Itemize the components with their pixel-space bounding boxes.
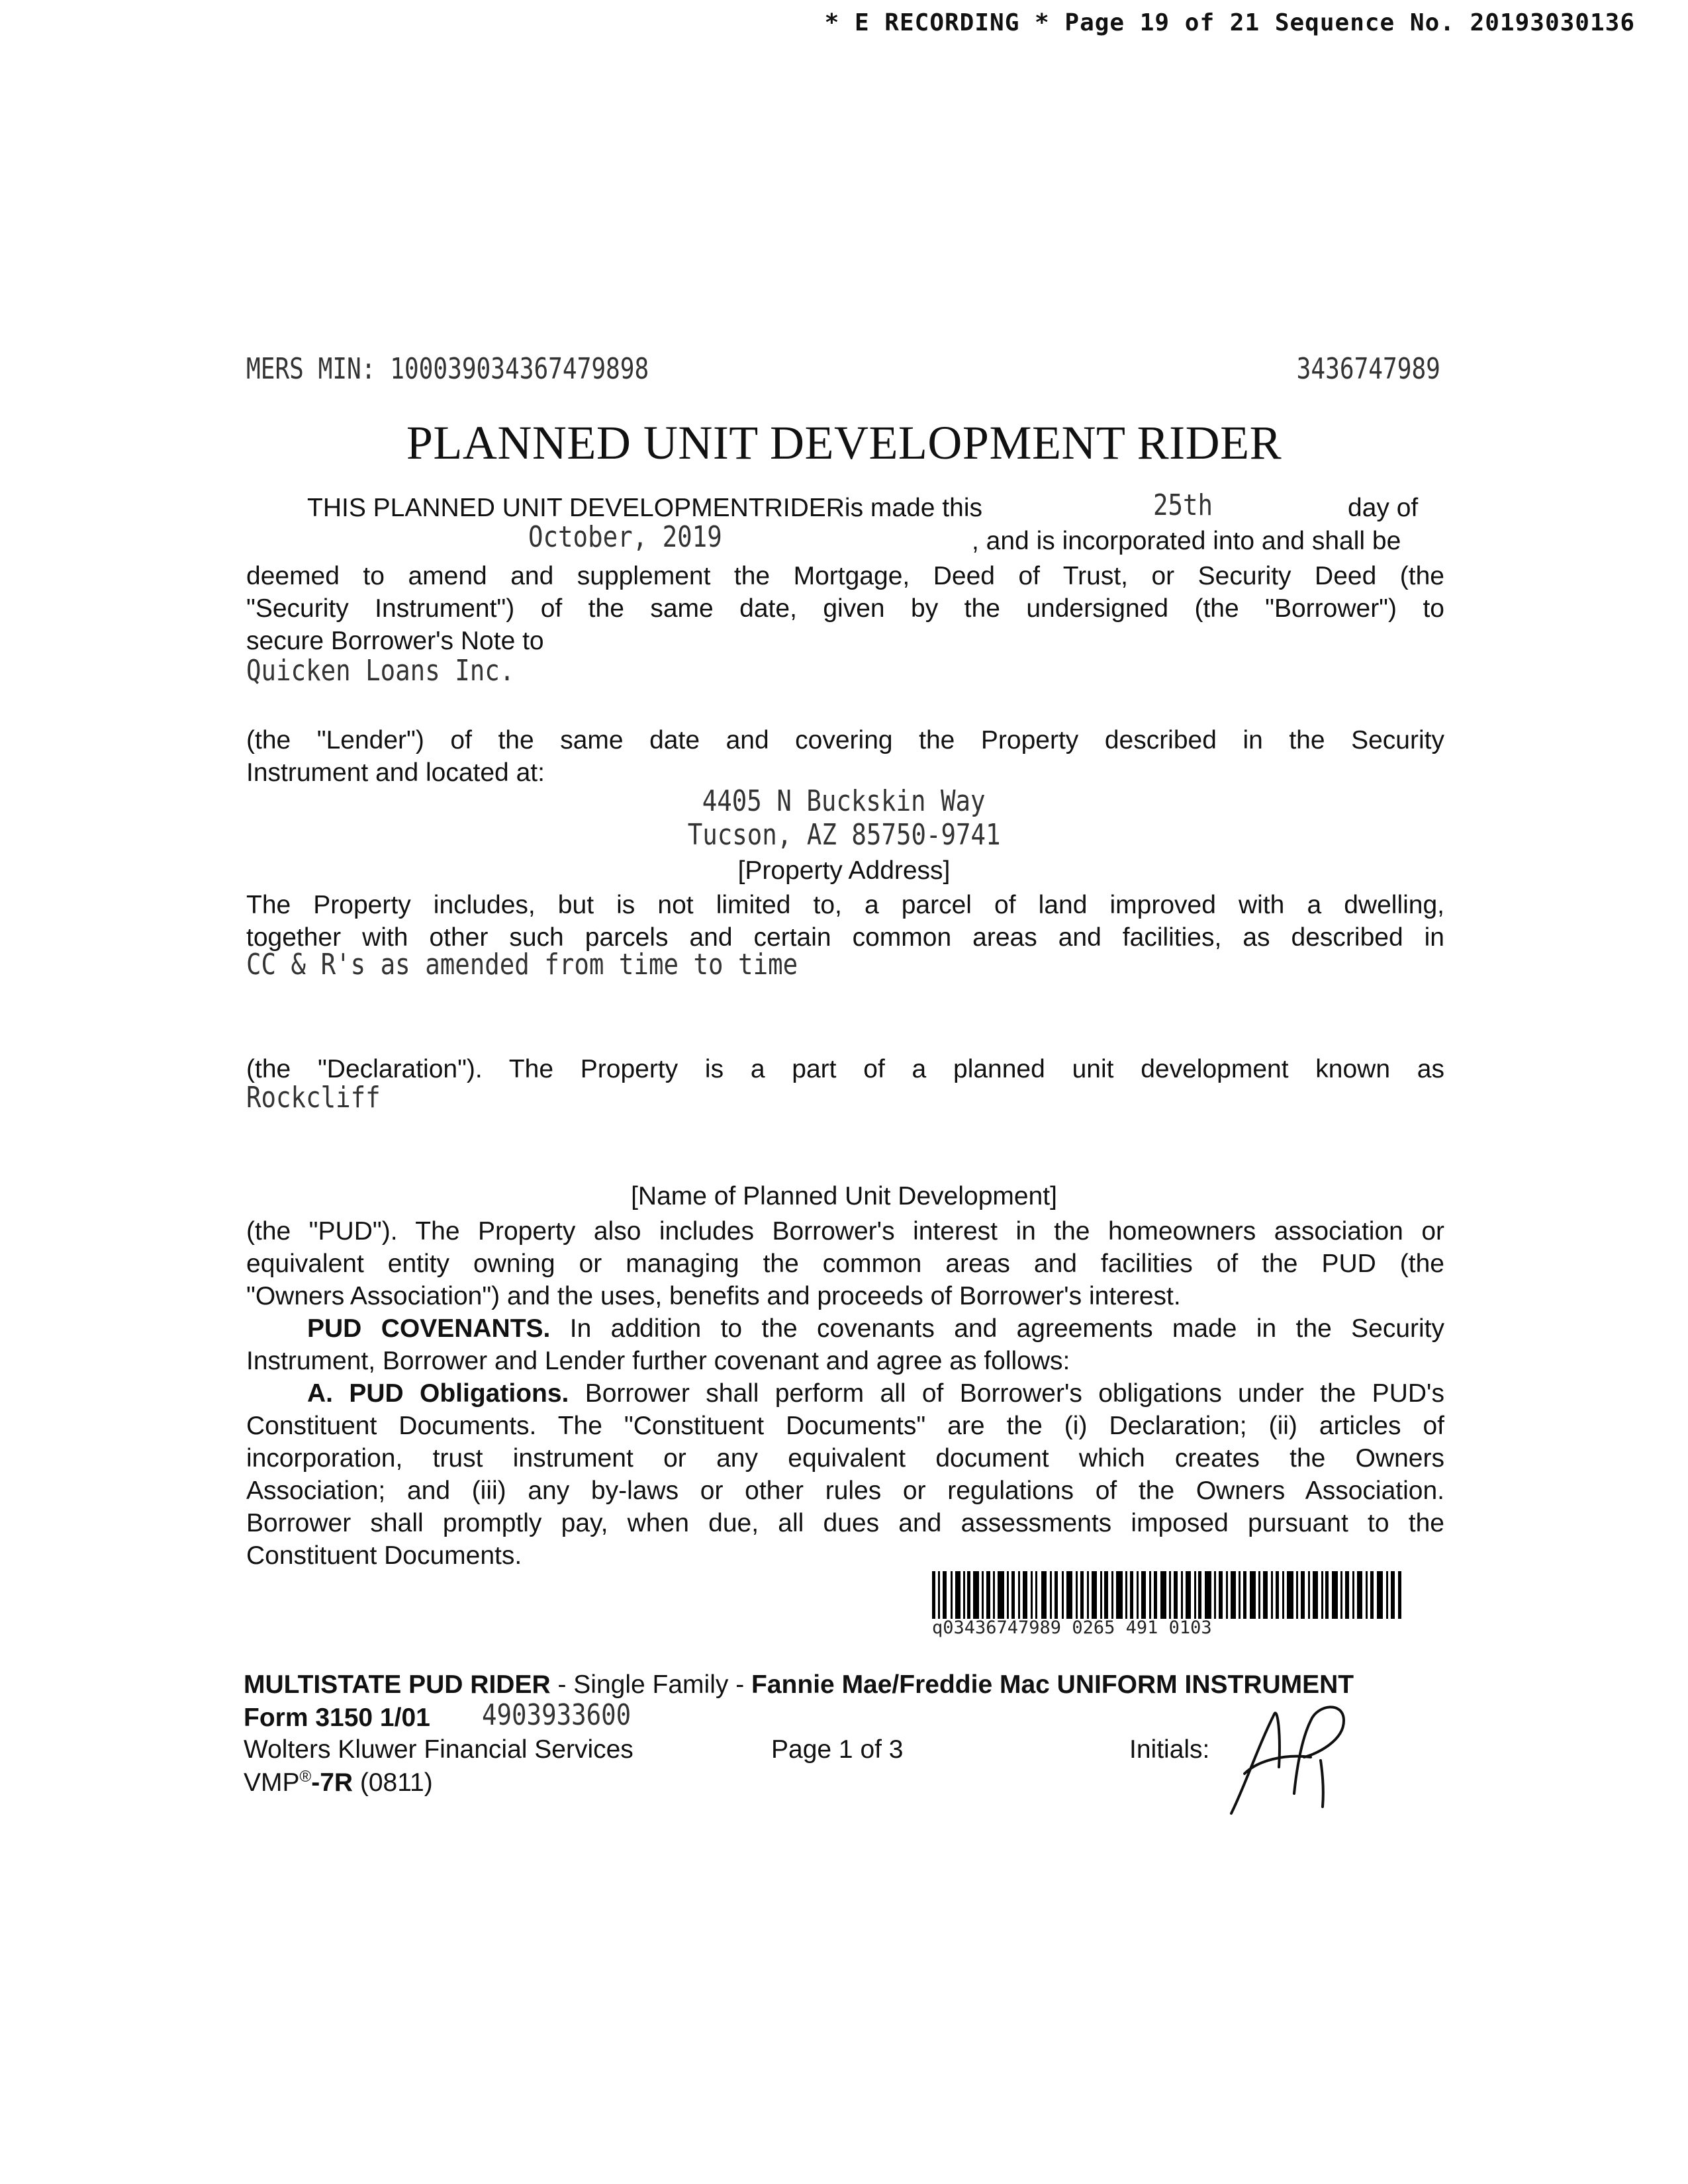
obligations-heading: A. PUD Obligations.	[307, 1379, 569, 1408]
obligations-line-3: incorporation, trust instrument or any equivalent document which creates the Owners	[246, 1444, 1444, 1473]
intro-line-3: deemed to amend and supplement the Mortgage, Deed of Trust, or Security Deed (the	[246, 562, 1444, 590]
initials-signature	[1218, 1694, 1377, 1827]
obligations-text: Borrower shall perform all of Borrower's obligations under the PUD's	[585, 1379, 1444, 1408]
obligations-line-1	[307, 1377, 1444, 1410]
footer-single-family: - Single Family -	[550, 1670, 752, 1699]
footer-vmp	[244, 1768, 433, 1797]
vmp-date: (0811)	[353, 1768, 433, 1797]
day-of-text: day of	[1348, 494, 1419, 522]
covenants-line-1	[307, 1312, 1444, 1345]
pud-paragraph-line-2: equivalent entity owning or managing the common areas and facilities of the PUD (the	[246, 1250, 1444, 1278]
covenants-heading: PUD COVENANTS.	[307, 1314, 551, 1343]
intro-lead: THIS PLANNED UNIT DEVELOPMENTRIDERis made this	[307, 494, 982, 522]
day-fill: 25th	[1153, 488, 1213, 522]
pud-paragraph-line-1: (the "PUD"). The Property also includes Borrower's interest in the homeowners association or	[246, 1217, 1444, 1246]
vmp-text: VMP	[244, 1768, 300, 1797]
obligations-line-4: Association; and (iii) any by-laws or other rules or regulations of the Owners Association.	[246, 1477, 1444, 1505]
document-title: PLANNED UNIT DEVELOPMENT RIDER	[406, 416, 1282, 469]
footer-page: Page 1 of 3	[771, 1735, 904, 1764]
footer-fannie: Fannie Mae/Freddie Mac UNIFORM INSTRUMENT	[751, 1670, 1354, 1699]
intro-line-7: (the "Lender") of the same date and covering the Property described in the Security	[246, 726, 1444, 754]
barcode-text: q03436747989 0265 491 0103	[932, 1617, 1212, 1638]
covenants-text: In addition to the covenants and agreements made in the Security	[569, 1314, 1444, 1343]
pud-name-fill: Rockcliff	[246, 1081, 381, 1115]
footer-initials-label: Initials:	[1129, 1735, 1210, 1764]
includes-line-1: The Property includes, but is not limited to, a parcel of land improved with a dwelling,	[246, 891, 1444, 919]
loan-number: 3436747989	[1296, 352, 1440, 386]
obligations-line-2: Constituent Documents. The "Constituent Documents" are the (i) Declaration; (ii) articles of	[246, 1412, 1444, 1440]
footer-form-label: Form 3150 1/01	[244, 1704, 430, 1732]
footer-multistate: MULTISTATE PUD RIDER	[244, 1670, 551, 1699]
footer-form-code: 4903933600	[482, 1698, 632, 1732]
incorporated-text: , and is incorporated into and shall be	[972, 527, 1401, 555]
recording-stamp: * E RECORDING * Page 19 of 21 Sequence No. 20193030136	[824, 9, 1635, 36]
includes-line-2: together with other such parcels and certain common areas and facilities, as described in	[246, 923, 1444, 952]
obligations-line-6: Constituent Documents.	[246, 1541, 522, 1570]
intro-line-5: secure Borrower's Note to	[246, 627, 544, 655]
vmp-code: -7R	[311, 1768, 353, 1797]
lender-name-fill: Quicken Loans Inc.	[246, 654, 515, 688]
pud-name-label: [Name of Planned Unit Development]	[631, 1182, 1057, 1210]
footer-form	[244, 1704, 430, 1733]
barcode-icon	[932, 1571, 1403, 1619]
pud-paragraph-line-3: "Owners Association") and the uses, benefits and proceeds of Borrower's interest.	[246, 1282, 1181, 1310]
covenants-line-2: Instrument, Borrower and Lender further covenant and agree as follows:	[246, 1347, 1070, 1375]
declaration-fill: CC & R's as amended from time to time	[246, 948, 798, 981]
vmp-registered-icon: ®	[299, 1768, 312, 1786]
mers-min: MERS MIN: 100039034367479898	[246, 352, 649, 386]
property-city: Tucson, AZ 85750-9741	[687, 818, 1001, 852]
obligations-line-5: Borrower shall promptly pay, when due, all dues and assessments imposed pursuant to the	[246, 1509, 1444, 1537]
intro-line-8: Instrument and located at:	[246, 758, 545, 787]
footer-publisher: Wolters Kluwer Financial Services	[244, 1735, 633, 1764]
property-street: 4405 N Buckskin Way	[702, 784, 986, 818]
month-year-fill: October, 2019	[528, 520, 722, 554]
declaration-line: (the "Declaration"). The Property is a part of a planned unit development known as	[246, 1055, 1444, 1083]
property-address-label: [Property Address]	[737, 856, 951, 885]
intro-line-4: "Security Instrument") of the same date, given by the undersigned (the "Borrower") to	[246, 594, 1444, 623]
